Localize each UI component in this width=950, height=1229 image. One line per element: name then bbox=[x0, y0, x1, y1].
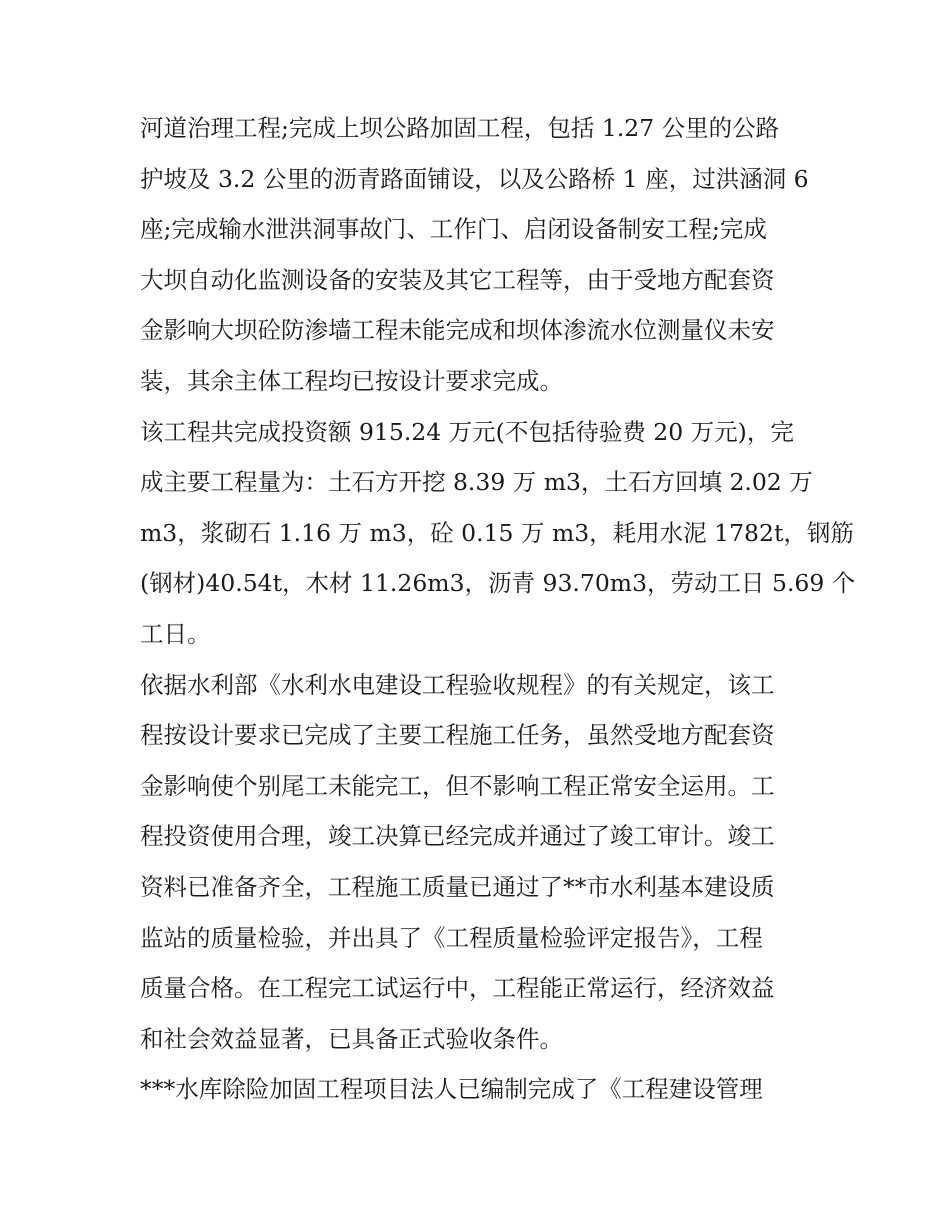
text-line: 河道治理工程;完成上坝公路加固工程，包括 1.27 公里的公路 bbox=[140, 114, 780, 142]
text-line: 成主要工程量为：土石方开挖 8.39 万 m3，土石方回填 2.02 万 bbox=[140, 468, 813, 497]
text-line: m3，浆砌石 1.16 万 m3，砼 0.15 万 m3，耗用水泥 1782t，钢筋 bbox=[140, 518, 854, 547]
text-line: 装，其余主体工程均已按设计要求完成。 bbox=[140, 366, 563, 395]
text-line: (钢材)40.54t，木材 11.26m3，沥青 93.70m3，劳动工日 5.69 个 bbox=[140, 569, 856, 598]
text-line: 监站的质量检验，并出具了《工程质量检验评定报告》，工程 bbox=[140, 923, 763, 952]
text-line: 该工程共完成投资额 915.24 万元(不包括待验费 20 万元)，完 bbox=[140, 417, 794, 446]
text-line: 座;完成输水泄洪洞事故门、工作门、启闭设备制安工程;完成 bbox=[140, 215, 767, 244]
text-line: 金影响使个别尾工未能完工，但不影响工程正常安全运用。工 bbox=[140, 771, 775, 800]
document-body bbox=[140, 103, 856, 1115]
text-line: 资料已准备齐全，工程施工质量已通过了**市水利基本建设质 bbox=[140, 872, 775, 901]
text-line: 程按设计要求已完成了主要工程施工任务，虽然受地方配套资 bbox=[140, 721, 775, 750]
text-line: 质量合格。在工程完工试运行中，工程能正常运行，经济效益 bbox=[140, 974, 775, 1003]
text-line: 工日。 bbox=[140, 619, 211, 648]
text-line: 金影响大坝砼防渗墙工程未能完成和坝体渗流水位测量仪未安 bbox=[140, 316, 775, 345]
text-line: 大坝自动化监测设备的安装及其它工程等，由于受地方配套资 bbox=[140, 265, 775, 294]
text-line: 护坡及 3.2 公里的沥青路面铺设，以及公路桥 1 座，过洪涵洞 6 bbox=[140, 164, 809, 193]
text-line: 和社会效益显著，已具备正式验收条件。 bbox=[140, 1024, 563, 1053]
text-line: 依据水利部《水利水电建设工程验收规程》的有关规定，该工 bbox=[140, 670, 775, 699]
text-line: ***水库除险加固工程项目法人已编制完成了《工程建设管理 bbox=[140, 1075, 763, 1104]
text-line: 程投资使用合理，竣工决算已经完成并通过了竣工审计。竣工 bbox=[140, 822, 775, 851]
